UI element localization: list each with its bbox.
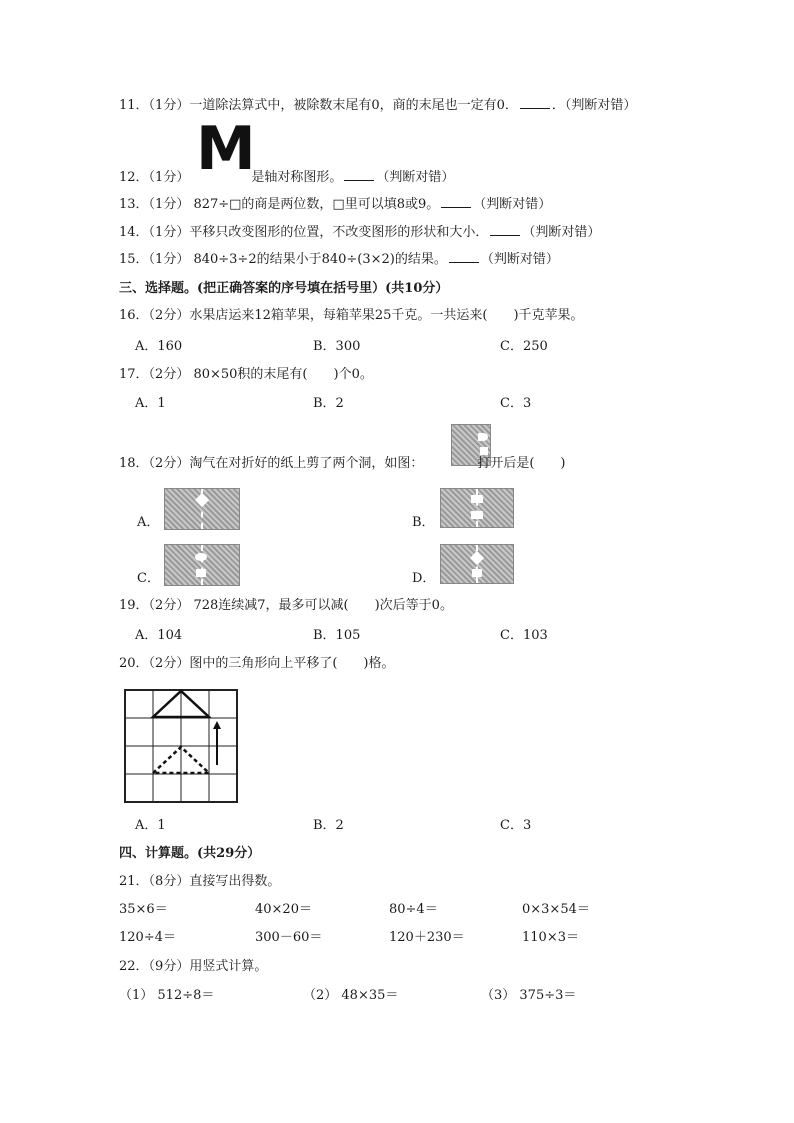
option-b-image[interactable] — [440, 488, 514, 528]
calc-item: 120÷4＝ — [119, 930, 176, 945]
option-a[interactable]: A．160 — [135, 339, 183, 354]
question-13-tail: （判断对错） — [473, 197, 552, 212]
calc-item: 80÷4＝ — [389, 902, 438, 917]
calc-item: 110×3＝ — [522, 930, 579, 945]
question-21: 21．（8分）直接写出得数。 — [119, 874, 281, 889]
question-18-tail2: ) — [560, 456, 566, 471]
option-a[interactable]: A．1 — [135, 818, 166, 833]
question-14 — [119, 223, 600, 242]
question-11-tail: ．（判断对错） — [551, 98, 637, 113]
question-15-text: 15．（1分） 840÷3÷2的结果小于840÷(3×2)的结果。 — [119, 252, 447, 267]
question-16-tail: )千克苹果。 — [513, 308, 584, 323]
letter-m-image: M — [196, 114, 254, 184]
vertical-calc-item: （2） 48×35＝ — [303, 988, 399, 1003]
option-c[interactable]: C． — [137, 571, 160, 586]
option-c[interactable]: C．103 — [500, 628, 548, 643]
question-19 — [119, 597, 453, 615]
question-11-text: 11．（1分）一道除法算式中，被除数末尾有0，商的末尾也一定有0． — [119, 98, 518, 113]
option-a[interactable]: A．1 — [135, 396, 166, 411]
option-d[interactable]: D． — [412, 571, 436, 586]
option-b[interactable]: B． — [412, 515, 435, 530]
question-11 — [119, 96, 636, 115]
question-17 — [119, 366, 373, 384]
question-20 — [119, 655, 394, 673]
answer-blank[interactable] — [520, 96, 550, 109]
option-b[interactable]: B．105 — [313, 628, 361, 643]
calc-item: 35×6＝ — [119, 902, 168, 917]
option-a[interactable]: A．104 — [135, 628, 183, 643]
question-22: 22．（9分）用竖式计算。 — [119, 959, 268, 974]
option-c[interactable]: C．250 — [500, 339, 548, 354]
option-b[interactable]: B．2 — [313, 396, 344, 411]
question-16 — [119, 307, 584, 325]
question-12 — [119, 168, 454, 187]
answer-blank[interactable] — [490, 223, 520, 236]
calc-item: 300－60＝ — [255, 930, 323, 945]
answer-blank[interactable] — [344, 168, 374, 181]
question-19-tail: )次后等于0。 — [374, 598, 453, 613]
option-c[interactable]: C．3 — [500, 396, 532, 411]
section-3-heading: 三、选择题。(把正确答案的序号填在括号里）(共10分） — [119, 281, 449, 296]
question-18-text: 18．（2分）淘气在对折好的纸上剪了两个洞，如图： — [119, 456, 424, 471]
option-d-image[interactable] — [440, 544, 514, 584]
question-17-tail: )个0。 — [333, 367, 373, 382]
question-15 — [119, 250, 559, 269]
option-b[interactable]: B．2 — [313, 818, 344, 833]
option-a-image[interactable] — [164, 488, 240, 530]
question-16-text: 16．（2分）水果店运来12箱苹果，每箱苹果25千克。一共运来( — [119, 308, 488, 323]
calc-item: 120＋230＝ — [389, 930, 465, 945]
question-12-tail: （判断对错） — [376, 170, 455, 185]
question-18 — [119, 455, 565, 473]
question-14-text: 14．（1分）平移只改变图形的位置，不改变图形的形状和大小． — [119, 225, 489, 240]
calc-item: 40×20＝ — [255, 902, 312, 917]
option-c[interactable]: C．3 — [500, 818, 532, 833]
question-13 — [119, 195, 551, 214]
calc-item: 0×3×54＝ — [522, 902, 590, 917]
question-15-tail: （判断对错） — [480, 252, 559, 267]
question-12-prefix: 12．（1分） — [119, 170, 190, 185]
question-19-text: 19．（2分） 728连续减7，最多可以减( — [119, 598, 349, 613]
question-20-text: 20．（2分）图中的三角形向上平移了( — [119, 656, 338, 671]
section-4-heading: 四、计算题。(共29分） — [119, 846, 261, 861]
answer-blank[interactable] — [441, 195, 471, 208]
question-20-tail: )格。 — [363, 656, 395, 671]
option-a[interactable]: A． — [137, 515, 160, 530]
vertical-calc-item: （1） 512÷8＝ — [119, 988, 215, 1003]
grid-triangle-figure — [124, 689, 238, 803]
option-b[interactable]: B．300 — [313, 339, 361, 354]
question-13-text: 13．（1分） 827÷□的商是两位数，□里可以填8或9。 — [119, 197, 440, 212]
answer-blank[interactable] — [449, 250, 479, 263]
question-17-text: 17．（2分） 80×50积的末尾有( — [119, 367, 308, 382]
option-c-image[interactable] — [164, 544, 240, 586]
vertical-calc-item: （3） 375÷3＝ — [481, 988, 577, 1003]
question-14-tail: （判断对错） — [522, 225, 601, 240]
question-12-text: 是轴对称图形。 — [251, 170, 343, 185]
question-18-tail: 打开后是( — [477, 456, 535, 471]
